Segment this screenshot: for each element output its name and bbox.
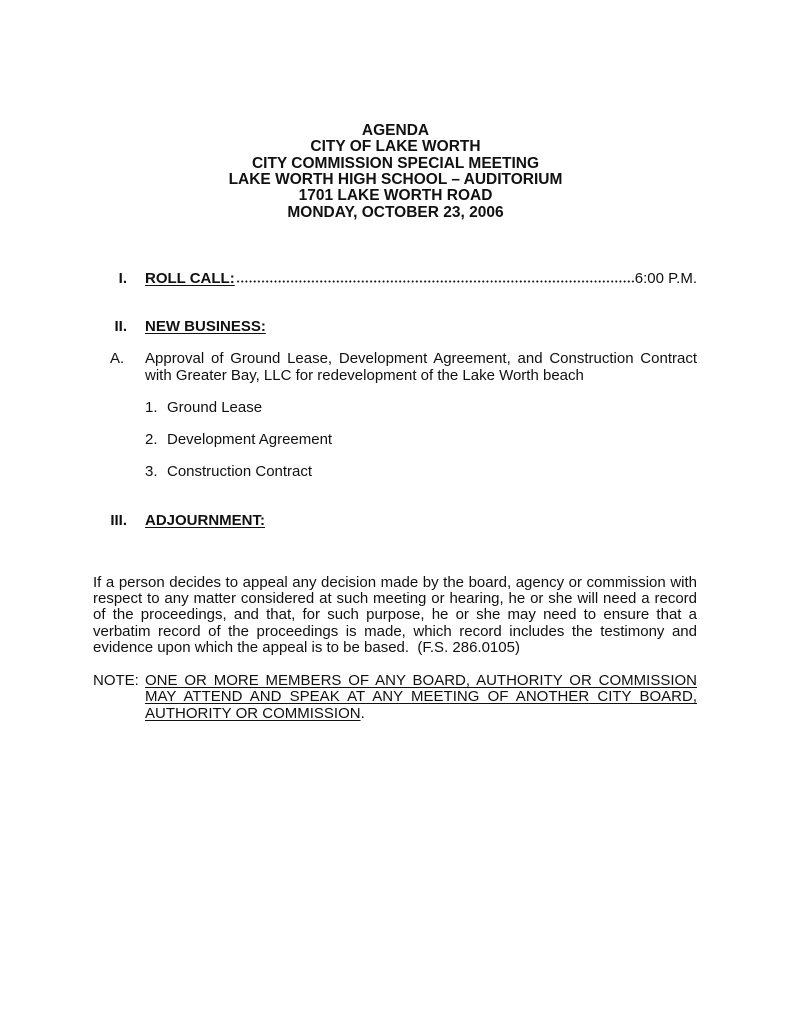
agenda-header: [0, 123, 791, 221]
notice-line: evidence upon which the appeal is to be based. (F.S. 286.0105): [93, 638, 520, 656]
note-line-last: [145, 706, 697, 723]
sub-item: [0, 431, 791, 448]
description-line: Approval of Ground Lease, Development Agreement, and Construction Contract: [145, 349, 697, 367]
section-adjournment: [0, 512, 791, 529]
sub-item-label: Ground Lease: [167, 398, 263, 416]
appeal-notice: [93, 575, 697, 656]
notice-line: of the proceedings, and that, for such purpose, he or she may need to ensure that a: [93, 606, 697, 624]
sub-item-label: Development Agreement: [167, 430, 333, 448]
section-new-business: [0, 318, 791, 335]
header-title: AGENDA: [361, 121, 430, 139]
sub-item: [0, 399, 791, 416]
item-letter: A.: [110, 349, 125, 367]
note-line: ONE OR MORE MEMBERS OF ANY BOARD, AUTHORITY OR COMMISSION: [145, 671, 697, 689]
header-address: 1701 LAKE WORTH ROAD: [298, 187, 493, 205]
description-line: with Greater Bay, LLC for redevelopment of the Lake Worth beach: [145, 366, 584, 384]
header-city: CITY OF LAKE WORTH: [310, 138, 481, 156]
section-numeral: III.: [110, 511, 127, 529]
section-numeral: I.: [118, 269, 127, 287]
header-venue: LAKE WORTH HIGH SCHOOL – AUDITORIUM: [228, 171, 563, 189]
section-title: ADJOURNMENT:: [145, 511, 265, 529]
note-end-punctuation: .: [360, 704, 365, 722]
header-date: MONDAY, OCTOBER 23, 2006: [287, 203, 504, 221]
dot-leader: [236, 270, 634, 287]
section-time: 6:00 P.M.: [634, 269, 697, 287]
sub-item: [0, 463, 791, 480]
note-label: NOTE:: [93, 671, 139, 689]
notice-line: respect to any matter considered at such meeting or hearing, he or she will need a record: [93, 589, 697, 607]
sub-item-number: 3.: [145, 462, 158, 480]
notice-line: If a person decides to appeal any decision made by the board, agency or commission with: [93, 573, 697, 591]
item-description: [145, 350, 697, 384]
section-roll-call: [0, 270, 791, 287]
sub-item-label: Construction Contract: [167, 462, 313, 480]
note-text: [145, 673, 697, 723]
section-numeral: II.: [114, 317, 127, 335]
section-title: NEW BUSINESS:: [145, 317, 266, 335]
sub-item-number: 1.: [145, 398, 158, 416]
header-meeting-type: CITY COMMISSION SPECIAL MEETING: [251, 154, 540, 172]
sub-item-number: 2.: [145, 430, 158, 448]
note-line: AUTHORITY OR COMMISSION: [145, 704, 361, 722]
notice-line: verbatim record of the proceedings is made, which record includes the testimony and: [93, 622, 697, 640]
agenda-item-a: [0, 350, 791, 384]
section-heading: [145, 512, 697, 529]
section-heading: [145, 318, 697, 335]
note-line: MAY ATTEND AND SPEAK AT ANY MEETING OF ANOTHER CITY BOARD,: [145, 688, 697, 706]
section-heading: [145, 270, 697, 287]
section-title: ROLL CALL:: [145, 269, 235, 287]
